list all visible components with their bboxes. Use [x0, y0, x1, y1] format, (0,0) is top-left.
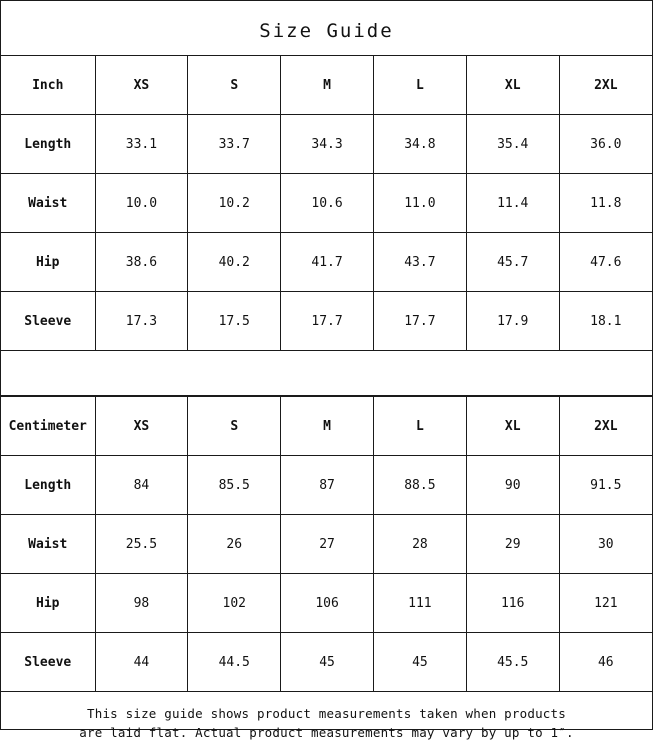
table-header-row [1, 397, 652, 456]
cell-value: 26 [188, 515, 281, 574]
measure-label-waist: Waist [1, 515, 95, 574]
table-row [1, 633, 652, 692]
cell-value: 43.7 [373, 233, 466, 292]
cell-value: 45.7 [466, 233, 559, 292]
cell-value: 40.2 [188, 233, 281, 292]
cell-value: 18.1 [559, 292, 652, 351]
cell-value: 34.8 [373, 115, 466, 174]
size-header-s: S [188, 56, 281, 115]
cell-value: 33.7 [188, 115, 281, 174]
size-header-xl: XL [466, 397, 559, 456]
cell-value: 45 [281, 633, 374, 692]
cell-value: 44 [95, 633, 188, 692]
table-row [1, 515, 652, 574]
cell-value: 34.3 [281, 115, 374, 174]
size-header-xs: XS [95, 56, 188, 115]
cell-value: 45.5 [466, 633, 559, 692]
table-header-row [1, 56, 652, 115]
cell-value: 17.5 [188, 292, 281, 351]
table-row [1, 574, 652, 633]
cell-value: 27 [281, 515, 374, 574]
table-row [1, 292, 652, 351]
cell-value: 106 [281, 574, 374, 633]
cell-value: 10.2 [188, 174, 281, 233]
cell-value: 116 [466, 574, 559, 633]
cell-value: 44.5 [188, 633, 281, 692]
measure-label-length: Length [1, 115, 95, 174]
cell-value: 121 [559, 574, 652, 633]
footnote [1, 692, 652, 743]
size-header-s: S [188, 397, 281, 456]
cell-value: 11.0 [373, 174, 466, 233]
cell-value: 28 [373, 515, 466, 574]
unit-header-centimeter: Centimeter [1, 397, 95, 456]
footnote-line-1: This size guide shows product measurements taken when products [87, 706, 566, 721]
measure-label-hip: Hip [1, 233, 95, 292]
measure-label-sleeve: Sleeve [1, 292, 95, 351]
cell-value: 17.7 [373, 292, 466, 351]
centimeter-size-table [1, 396, 652, 692]
inch-size-table [1, 55, 652, 351]
cell-value: 84 [95, 456, 188, 515]
table-row [1, 174, 652, 233]
measure-label-length: Length [1, 456, 95, 515]
cell-value: 29 [466, 515, 559, 574]
cell-value: 111 [373, 574, 466, 633]
size-header-l: L [373, 397, 466, 456]
size-header-m: M [281, 56, 374, 115]
size-header-2xl: 2XL [559, 56, 652, 115]
size-header-xl: XL [466, 56, 559, 115]
size-header-2xl: 2XL [559, 397, 652, 456]
cell-value: 35.4 [466, 115, 559, 174]
measure-label-waist: Waist [1, 174, 95, 233]
cell-value: 98 [95, 574, 188, 633]
cell-value: 25.5 [95, 515, 188, 574]
cell-value: 46 [559, 633, 652, 692]
size-header-m: M [281, 397, 374, 456]
cell-value: 38.6 [95, 233, 188, 292]
cell-value: 11.4 [466, 174, 559, 233]
measure-label-sleeve: Sleeve [1, 633, 95, 692]
cell-value: 10.6 [281, 174, 374, 233]
cell-value: 33.1 [95, 115, 188, 174]
cell-value: 10.0 [95, 174, 188, 233]
cell-value: 47.6 [559, 233, 652, 292]
page-title: Size Guide [259, 20, 394, 42]
table-row [1, 115, 652, 174]
table-separator [1, 351, 652, 396]
cell-value: 17.7 [281, 292, 374, 351]
cell-value: 36.0 [559, 115, 652, 174]
size-header-xs: XS [95, 397, 188, 456]
cell-value: 88.5 [373, 456, 466, 515]
measure-label-hip: Hip [1, 574, 95, 633]
cell-value: 102 [188, 574, 281, 633]
cell-value: 45 [373, 633, 466, 692]
cell-value: 17.9 [466, 292, 559, 351]
cell-value: 17.3 [95, 292, 188, 351]
cell-value: 11.8 [559, 174, 652, 233]
unit-header-inch: Inch [1, 56, 95, 115]
footnote-line-2: are laid flat. Actual product measurements may vary by up to 1″. [79, 725, 574, 741]
cell-value: 90 [466, 456, 559, 515]
cell-value: 41.7 [281, 233, 374, 292]
cell-value: 87 [281, 456, 374, 515]
table-row [1, 456, 652, 515]
cell-value: 91.5 [559, 456, 652, 515]
cell-value: 30 [559, 515, 652, 574]
size-header-l: L [373, 56, 466, 115]
cell-value: 85.5 [188, 456, 281, 515]
table-row [1, 233, 652, 292]
